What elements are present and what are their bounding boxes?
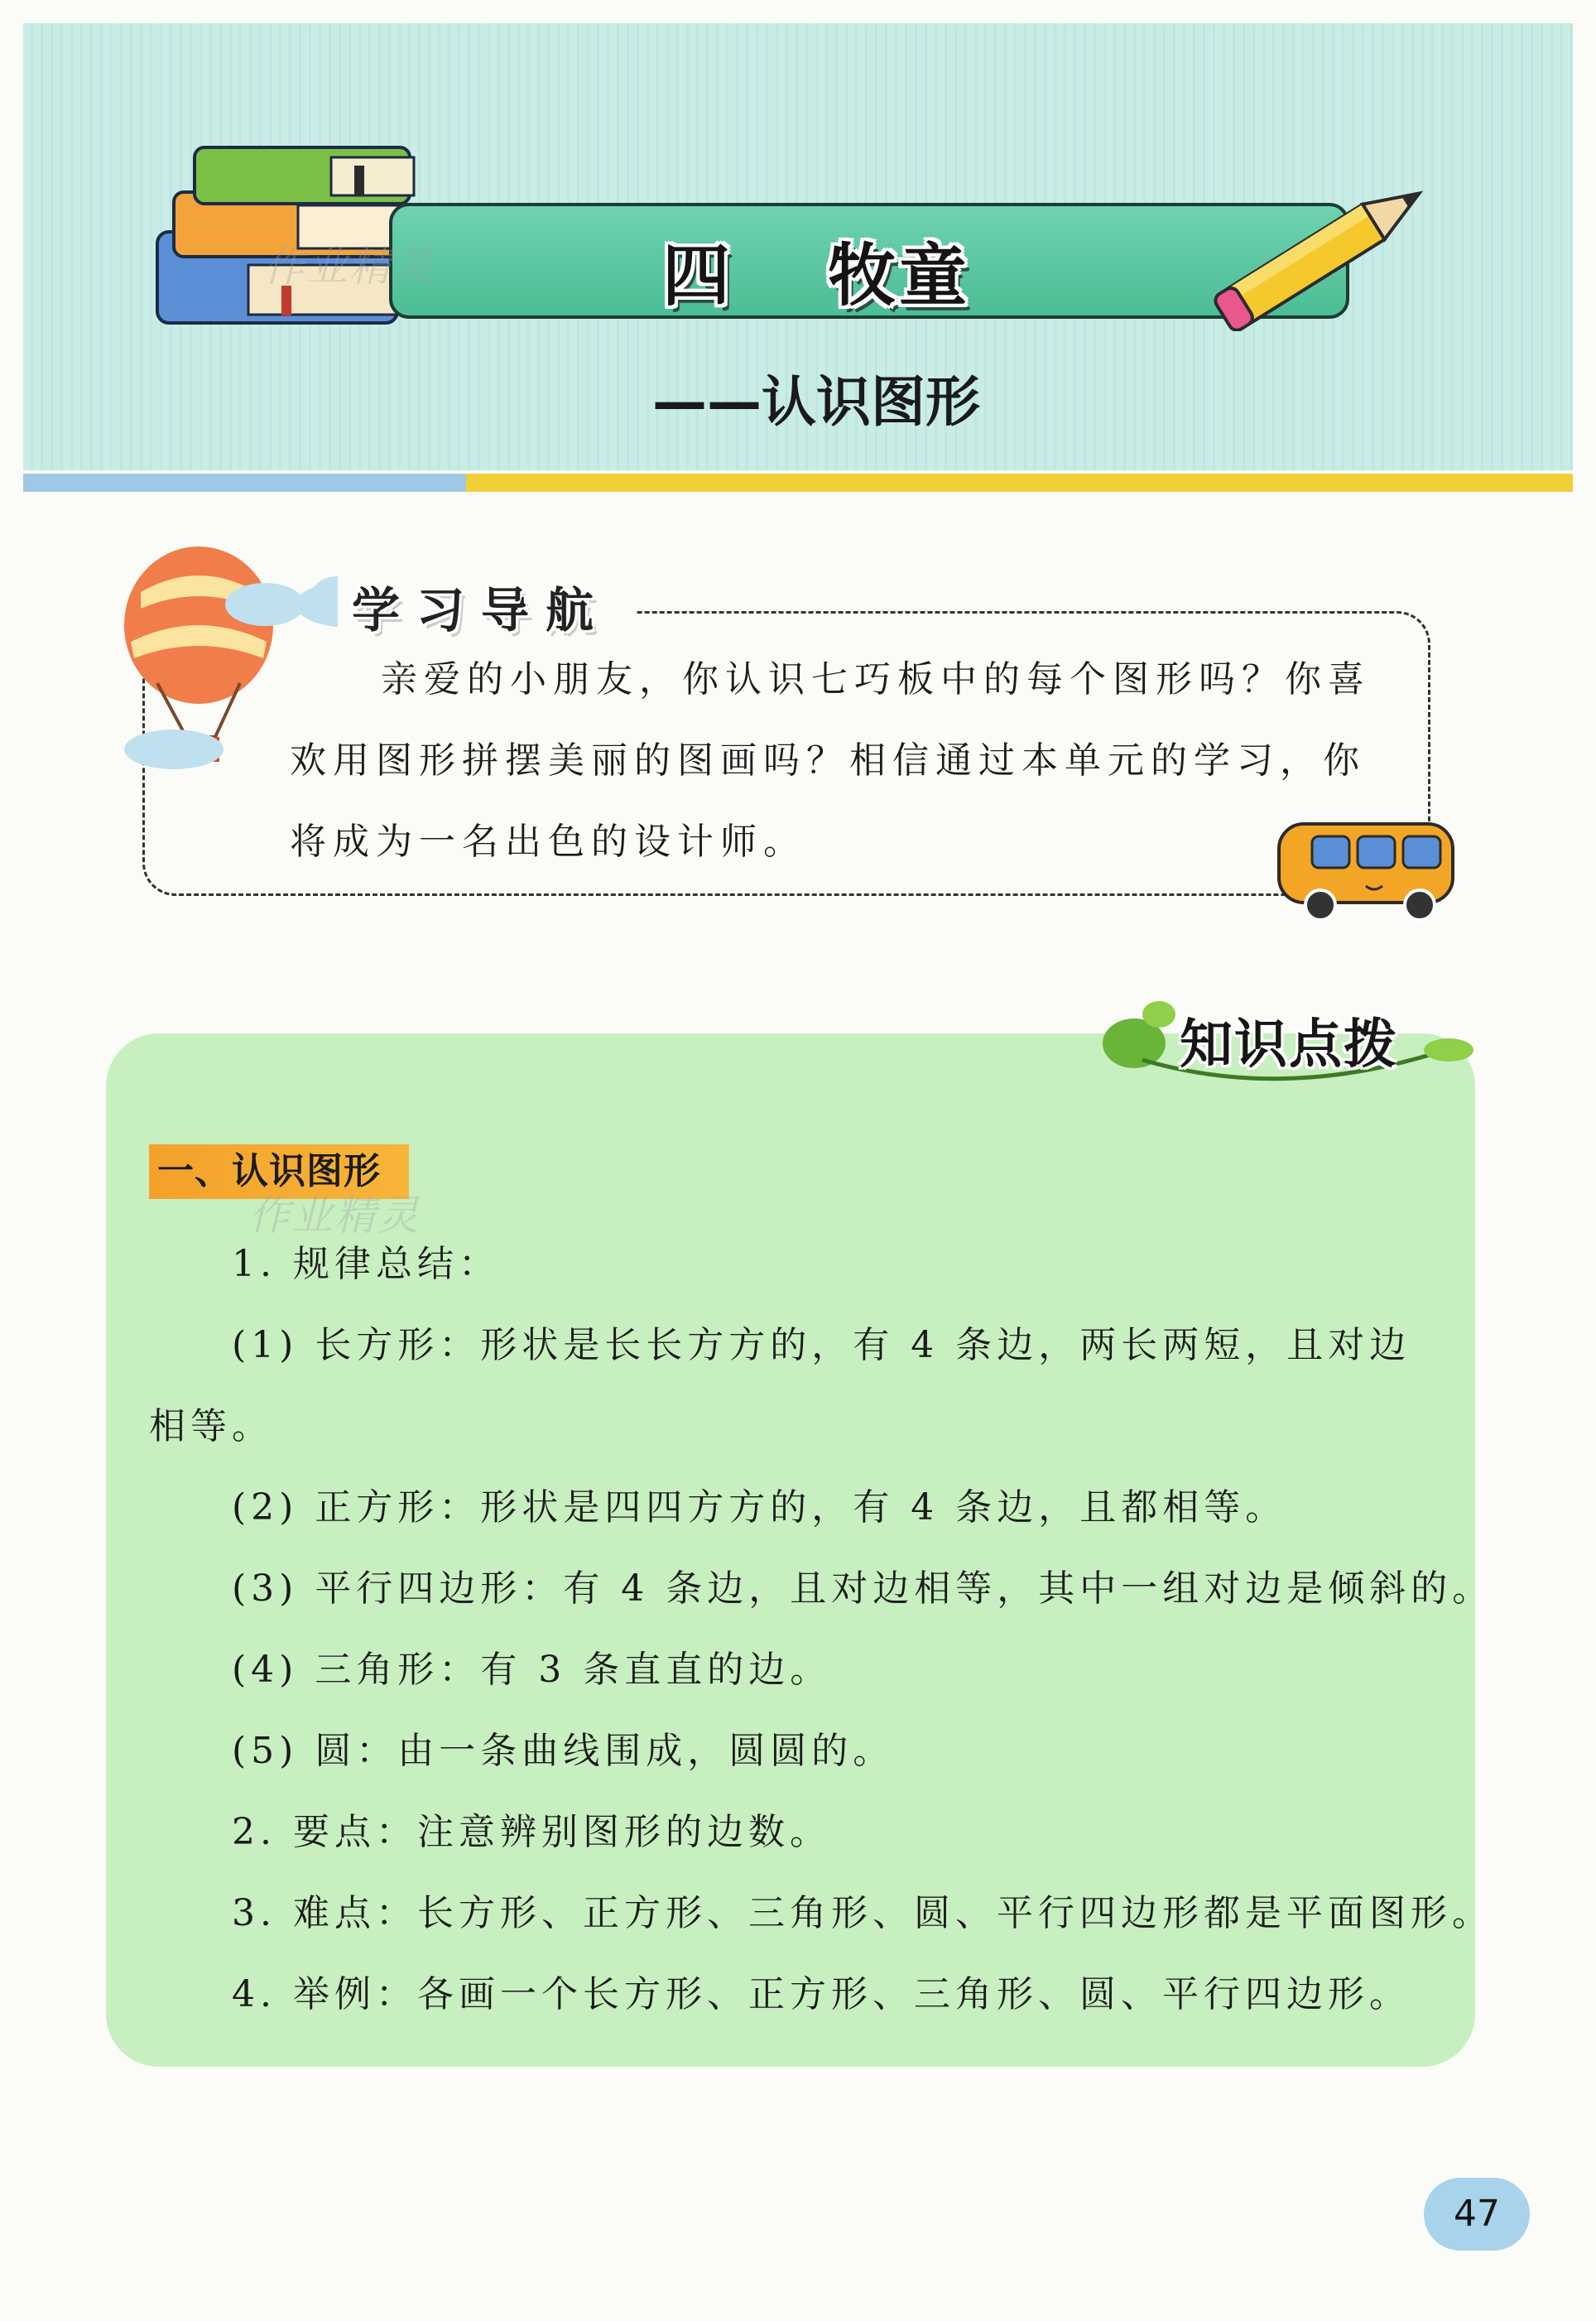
knowledge-line: 1. 规律总结：	[232, 1243, 500, 1285]
knowledge-line: 相等。	[149, 1405, 273, 1447]
knowledge-line: (1) 长方形：形状是长长方方的，有 4 条边，两长两短，且对边	[232, 1324, 1411, 1366]
guide-line: 欢用图形拼摆美丽的图画吗？相信通过本单元的学习，你	[290, 739, 1366, 782]
watermark: 作业精灵	[248, 1192, 421, 1240]
pencil-illustration	[1200, 174, 1449, 331]
knowledge-line: 3. 难点：长方形、正方形、三角形、圆、平行四边形都是平面图形。	[232, 1892, 1493, 1934]
knowledge-line: (5) 圆：由一条曲线围成，圆圆的。	[232, 1730, 895, 1772]
hot-air-balloon-icon	[108, 542, 306, 791]
unit-name: 牧童	[828, 237, 971, 315]
page-number: 47	[1454, 2193, 1500, 2235]
knowledge-line: 4. 举例：各画一个长方形、正方形、三角形、圆、平行四边形。	[232, 1973, 1411, 2015]
guide-title: 学习导航	[352, 582, 611, 638]
guide-line: 将成为一名出色的设计师。	[290, 821, 806, 863]
knowledge-line: (3) 平行四边形：有 4 条边，且对边相等，其中一组对边是倾斜的。	[232, 1567, 1494, 1610]
section-title: 一、认识图形	[149, 1144, 409, 1199]
unit-number: 四	[662, 237, 734, 315]
knowledge-line: 2. 要点：注意辨别图形的边数。	[232, 1811, 831, 1853]
header-stripe-blue	[23, 474, 466, 492]
guide-line: 亲爱的小朋友，你认识七巧板中的每个图形吗？你喜	[381, 658, 1371, 701]
watermark: 作业精灵	[263, 243, 435, 291]
header-stripe-yellow	[466, 474, 1573, 492]
unit-subtitle: ——认识图形	[652, 370, 980, 434]
knowledge-line: (2) 正方形：形状是四四方方的，有 4 条边，且都相等。	[232, 1486, 1287, 1529]
knowledge-line: (4) 三角形：有 3 条直直的边。	[232, 1649, 832, 1691]
school-bus-icon	[1271, 807, 1469, 932]
knowledge-badge: 知识点拨	[1180, 1014, 1398, 1076]
guide-text	[290, 639, 1399, 883]
